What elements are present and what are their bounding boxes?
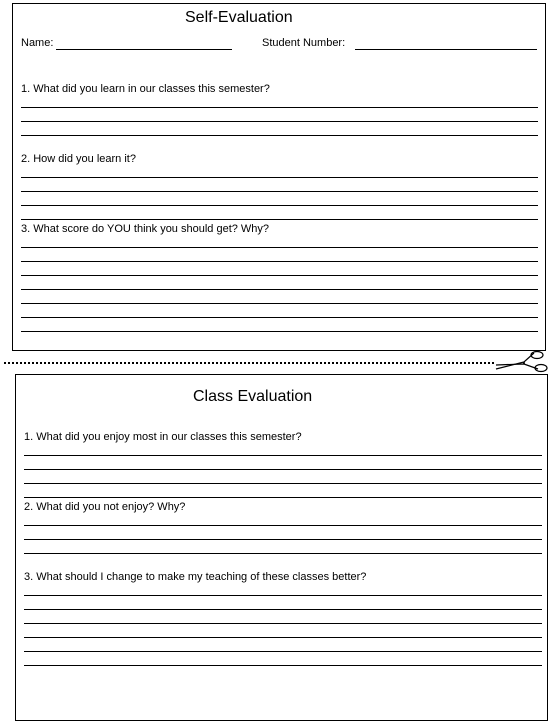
answer-line[interactable]	[24, 651, 542, 652]
self-question-1: 1. What did you learn in our classes this semester?	[21, 83, 270, 95]
answer-line[interactable]	[24, 469, 542, 470]
class-evaluation-title: Class Evaluation	[193, 388, 313, 405]
class-evaluation-box	[15, 374, 548, 721]
answer-line[interactable]	[21, 219, 538, 220]
student-number-label: Student Number:	[262, 37, 346, 49]
student-number-field-line[interactable]	[355, 49, 537, 50]
name-label: Name:	[21, 37, 54, 49]
scissors-icon	[494, 349, 548, 373]
answer-line[interactable]	[24, 539, 542, 540]
self-evaluation-title: Self-Evaluation	[185, 9, 293, 26]
answer-line[interactable]	[21, 121, 538, 122]
answer-line[interactable]	[24, 609, 542, 610]
answer-line[interactable]	[21, 247, 538, 248]
answer-line[interactable]	[24, 497, 542, 498]
answer-line[interactable]	[21, 275, 538, 276]
answer-line[interactable]	[21, 107, 538, 108]
answer-line[interactable]	[21, 303, 538, 304]
class-question-2: 2. What did you not enjoy? Why?	[24, 501, 186, 513]
answer-line[interactable]	[21, 191, 538, 192]
answer-line[interactable]	[21, 331, 538, 332]
answer-line[interactable]	[24, 483, 542, 484]
answer-line[interactable]	[21, 205, 538, 206]
answer-line[interactable]	[21, 317, 538, 318]
answer-line[interactable]	[21, 261, 538, 262]
class-question-1: 1. What did you enjoy most in our classes this semester?	[24, 431, 302, 443]
name-field-line[interactable]	[56, 49, 232, 50]
answer-line[interactable]	[24, 553, 542, 554]
class-question-3: 3. What should I change to make my teaching of these classes better?	[24, 571, 367, 583]
answer-line[interactable]	[21, 135, 538, 136]
answer-line[interactable]	[24, 525, 542, 526]
answer-line[interactable]	[24, 623, 542, 624]
self-question-2: 2. How did you learn it?	[21, 153, 136, 165]
answer-line[interactable]	[24, 455, 542, 456]
answer-line[interactable]	[24, 637, 542, 638]
cut-line	[4, 362, 494, 364]
answer-line[interactable]	[24, 595, 542, 596]
self-question-3: 3. What score do YOU think you should get? Why?	[21, 223, 270, 235]
answer-line[interactable]	[21, 177, 538, 178]
answer-line[interactable]	[21, 289, 538, 290]
answer-line[interactable]	[24, 665, 542, 666]
